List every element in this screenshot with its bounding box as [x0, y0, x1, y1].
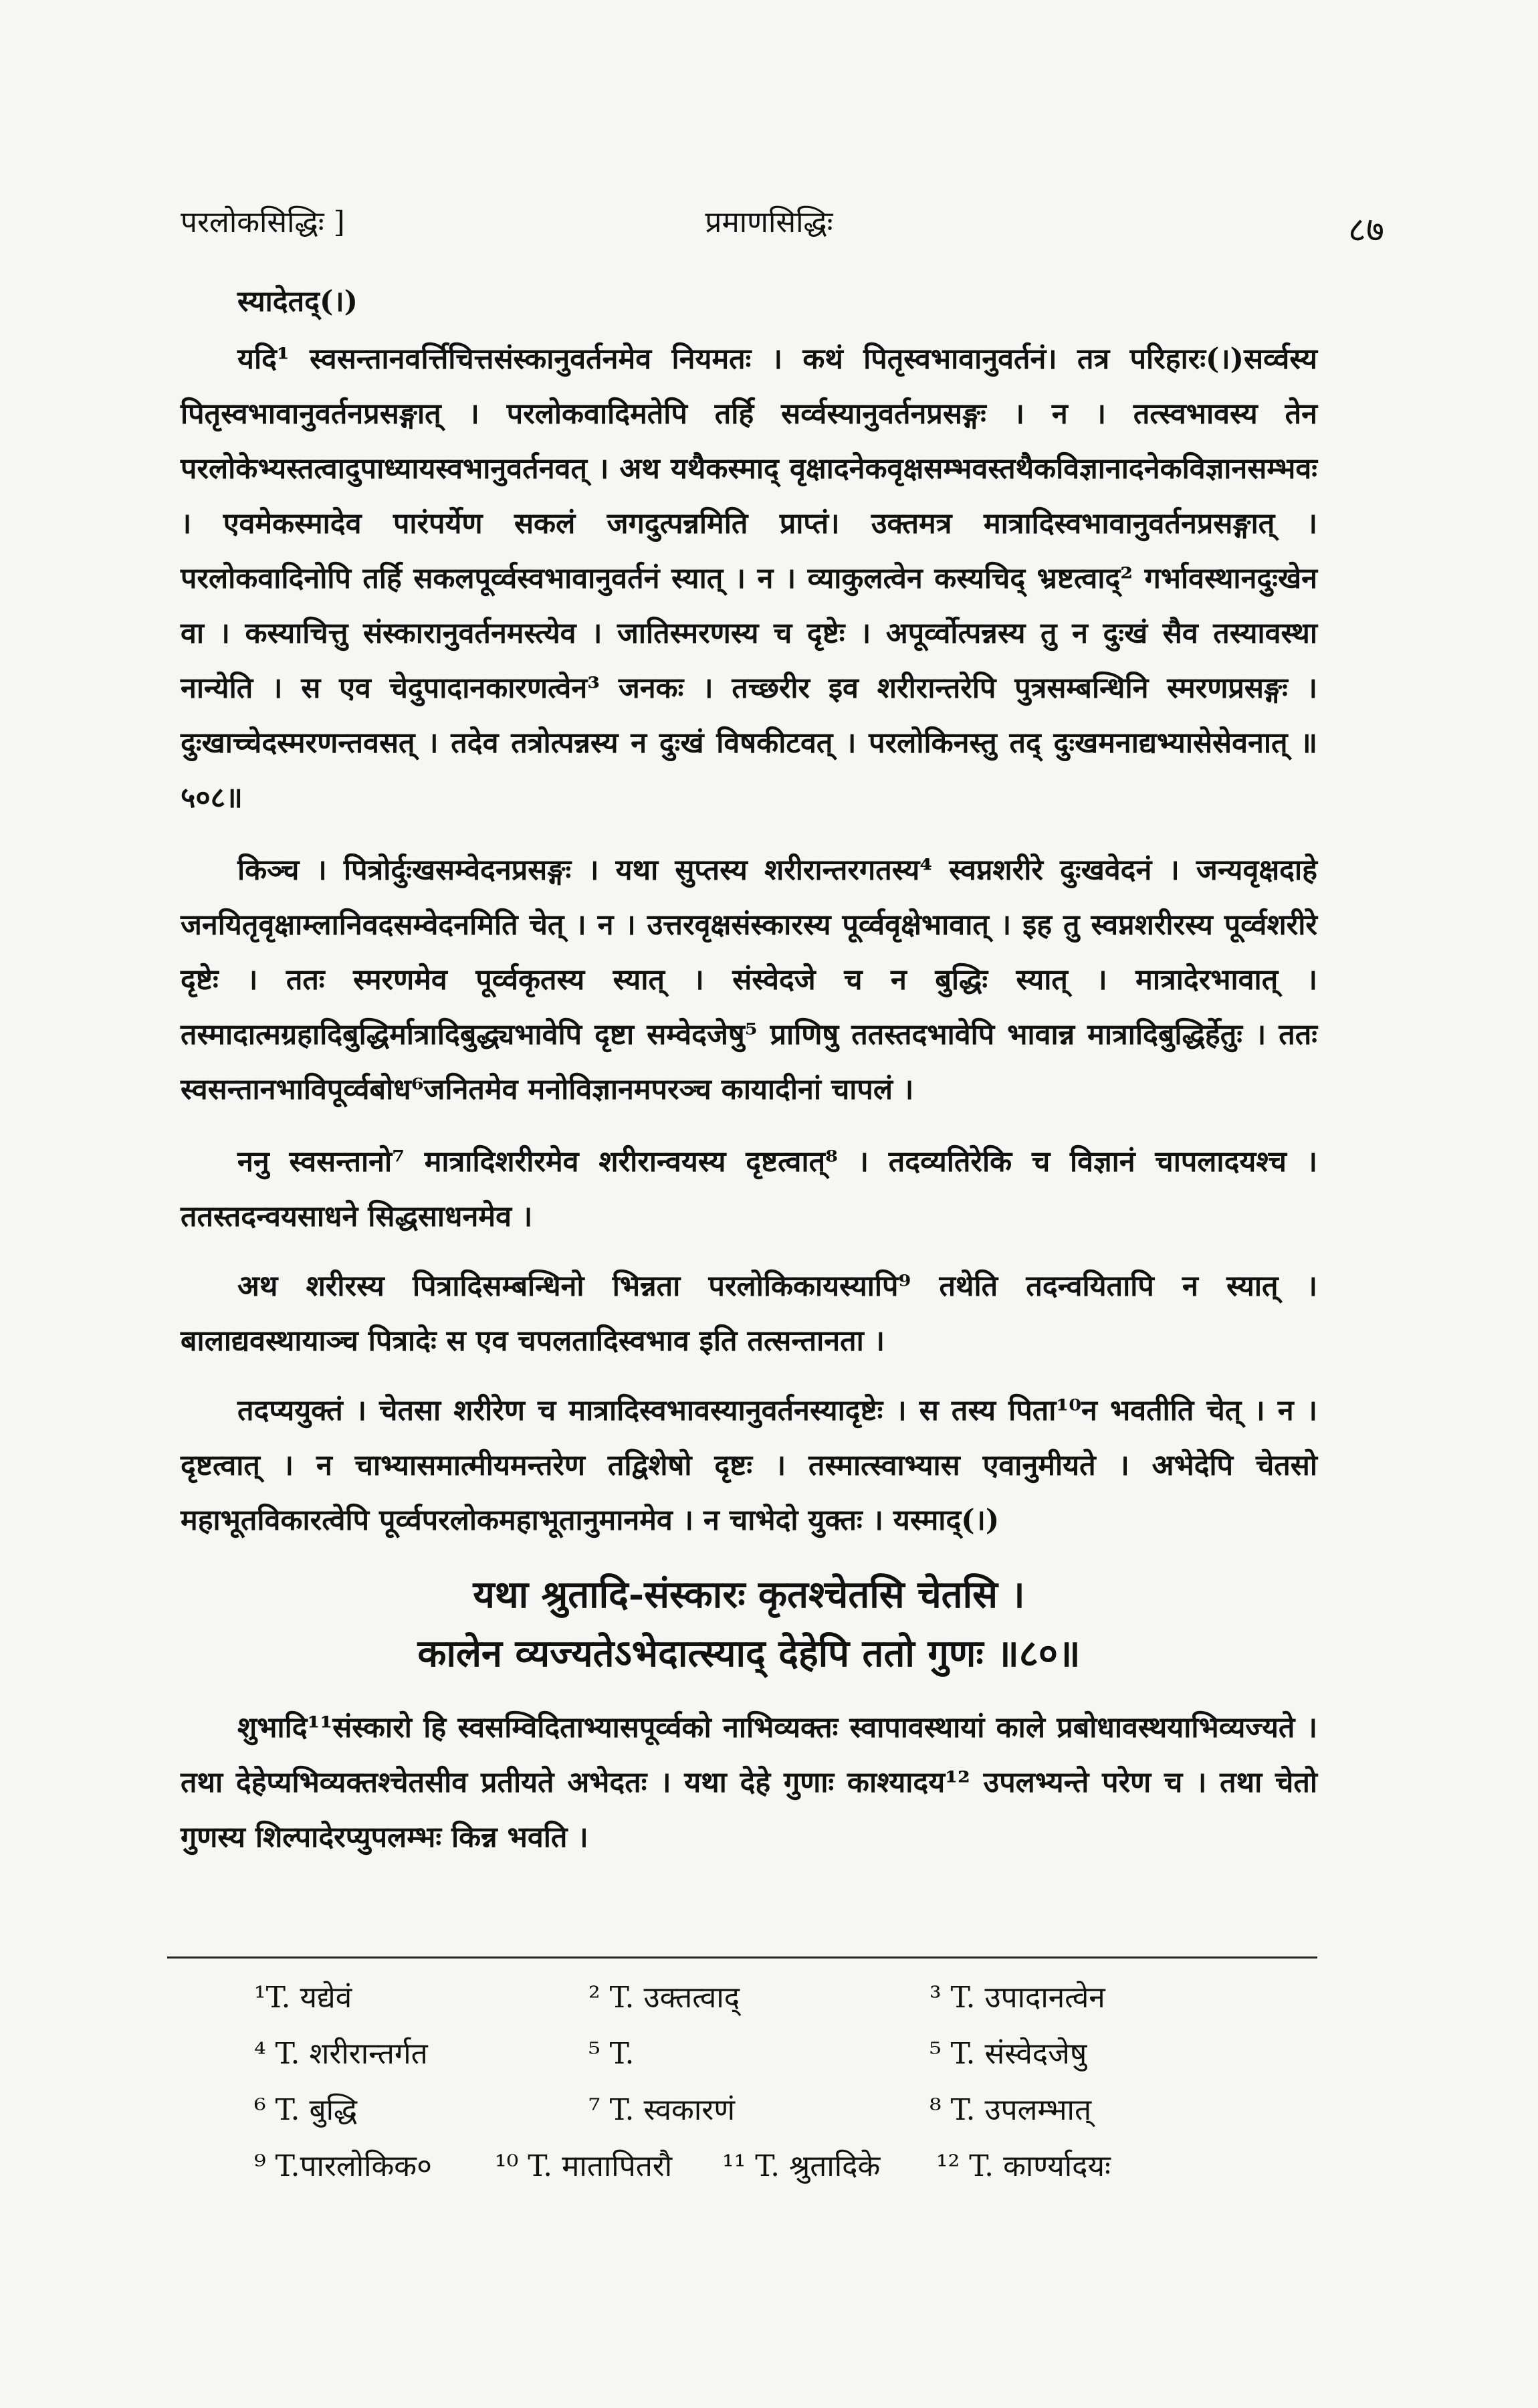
footnote-row — [254, 2082, 1324, 2138]
paragraph-3: ननु स्वसन्तानो⁷ मात्रादिशरीरमेव शरीरान्वयस्य दृष्टत्वात्⁸ । तदव्यतिरेकि च विज्ञानं चापलादयश्च । ततस्तदन्वयसाधने सिद्धसाधनमेव । — [181, 1145, 1317, 1233]
footnote-row — [254, 2138, 1324, 2195]
main-text — [181, 274, 1317, 1882]
footnote: ¹¹ T. श्रुतादिके — [722, 2149, 881, 2183]
paragraph-6: शुभादि¹¹संस्कारो हि स्वसम्विदिताभ्यासपूर्व्वको नाभिव्यक्तः स्वापावस्थायां काले प्रबोधावस्थयाभिव्यज्यते । तथा देहेप्यभिव्यक्तश्चेतसीव प्रतीयते अभेदतः । यथा देहे गुणाः काश्यादय¹² उपलभ्यन्ते परेण च । तथा चेतो गुणस्य शिल्पादेरप्युपलम्भः किन्न भवति । — [181, 1711, 1317, 1854]
footnotes — [254, 1970, 1324, 2195]
verse-line-1: यथा श्रुतादि-संस्कारः कृतश्चेतसि चेतसि । — [473, 1573, 1025, 1617]
footnote-row — [254, 2026, 1324, 2082]
paragraph-2: किञ्च । पित्रोर्दुःखसम्वेदनप्रसङ्गः । यथा सुप्तस्य शरीरान्तरगतस्य⁴ स्वप्नशरीरे दुःखवेदनं । जन्यवृक्षदाहे जनयितृवृक्षाम्लानिवदसम्वेदनमिति चेत् । न । उत्तरवृक्षसंस्कारस्य पूर्व्ववृक्षेभावात् । इह तु स्वप्नशरीरस्य पूर्व्वशरीरे दृष्टेः । ततः स्मरणमेव पूर्व्वकृतस्य स्यात् । संस्वेदजे च न बुद्धिः स्यात् । मात्रादेरभावात् । तस्मादात्मग्रहादिबुद्धिर्मात्रादिबुद्ध्यभावेपि दृष्टा सम्वेदजेषु⁵ प्राणिषु ततस्तदभावेपि भावान्न मात्रादिबुद्धिर्हेतुः । ततः स्वसन्तानभाविपूर्व्वबोध⁶जनितमेव मनोविज्ञानमपरञ्च कायादीनां चापलं । — [181, 854, 1317, 1106]
footnote: ³ T. उपादानत्वेन — [929, 1981, 1105, 2015]
section-title: परलोकसिद्धिः ] — [181, 205, 345, 239]
footnote: ⁶ T. बुद्धि — [254, 2093, 358, 2127]
footnote: ¹T. यद्येवं — [254, 1981, 352, 2015]
book-title: प्रमाणसिद्धिः — [705, 205, 833, 239]
footnote: ⁵ T. संस्वेदजेषु — [929, 2037, 1087, 2071]
footnote: ⁵ T. — [588, 2037, 635, 2071]
footnote: ¹² T. कार्ण्यादयः — [936, 2149, 1111, 2183]
footnote-divider — [167, 1956, 1317, 1959]
running-head — [181, 201, 1384, 250]
footnote: ⁹ T.पारलोकिक० — [254, 2149, 432, 2183]
paragraph-5: तदप्ययुक्तं । चेतसा शरीरेण च मात्रादिस्वभावस्यानुवर्तनस्यादृष्टेः । स तस्य पिता¹⁰न भवतीति चेत् । न । दृष्टत्वात् । न चाभ्यासमात्मीयमन्तरेण तद्विशेषो दृष्टः । तस्मात्स्वाभ्यास एवानुमीयते । अभेदेपि चेतसो महाभूतविकारत्वेपि पूर्व्वपरलोकमहाभूतानुमानमेव । न चाभेदो युक्तः । यस्माद्(।) — [181, 1394, 1317, 1537]
footnote: ¹⁰ T. मातापितरौ — [495, 2149, 673, 2183]
paragraph-0: स्यादेतद्(।) — [237, 285, 358, 318]
footnote: ⁷ T. स्वकारणं — [588, 2093, 736, 2127]
paragraph-1: यदि¹ स्वसन्तानवर्त्तिचित्तसंस्कानुवर्तनमेव नियमतः । कथं पितृस्वभावानुवर्तनं। तत्र परिहारः(।)सर्व्वस्य पितृस्वभावानुवर्तनप्रसङ्गात् । परलोकवादिमतेपि तर्हि सर्व्वस्यानुवर्तनप्रसङ्गः । न । तत्स्वभावस्य तेन परलोकेभ्यस्तत्वादुपाध्यायस्वभानुवर्तनवत् । अथ यथैकस्माद् वृक्षादनेकवृक्षसम्भवस्तथैकविज्ञानादनेकविज्ञानसम्भवः । एवमेकस्मादेव पारंपर्येण सकलं जगदुत्पन्नमिति प्राप्तं। उक्तमत्र मात्रादिस्वभावानुवर्तनप्रसङ्गात् । परलोकवादिनोपि तर्हि सकलपूर्व्वस्वभावानुवर्तनं स्यात् । न । व्याकुलत्वेन कस्यचिद् भ्रष्टत्वाद्² गर्भावस्थानदुःखेन वा । कस्याचित्तु संस्कारानुवर्तनमस्त्येव । जातिस्मरणस्य च दृष्टेः । अपूर्व्वोत्पन्नस्य तु न दुःखं सैव तस्यावस्था नान्येति । स एव चेदुपादानकारणत्वेन³ जनकः । तच्छरीर इव शरीरान्तरेपि पुत्रसम्बन्धिनि स्मरणप्रसङ्गः । दुःखाच्चेदस्मरणन्तवसत् । तदेव तत्रोत्पन्नस्य न दुःखं विषकीटवत् । परलोकिनस्तु तद् दुःखमनाद्यभ्यासेसेवनात् ॥५०८॥ — [181, 342, 1317, 815]
footnote: ² T. उक्तत्वाद् — [588, 1981, 740, 2015]
verse — [181, 1565, 1317, 1683]
footnote: ⁸ T. उपलम्भात् — [929, 2093, 1092, 2127]
verse-line-2: कालेन व्यज्यतेऽभेदात्स्याद् देहेपि ततो गुणः ॥८०॥ — [417, 1631, 1081, 1676]
paragraph-4: अथ शरीरस्य पित्रादिसम्बन्धिनो भिन्नता परलोकिकायस्यापि⁹ तथेति तदन्वयितापि न स्यात् । बालाद्यवस्थायाञ्च पित्रादेः स एव चपलतादिस्वभाव इति तत्सन्तानता । — [181, 1270, 1317, 1358]
footnote-row — [254, 1970, 1324, 2026]
page-number: ८७ — [1347, 210, 1384, 250]
footnote: ⁴ T. शरीरान्तर्गत — [254, 2037, 428, 2071]
